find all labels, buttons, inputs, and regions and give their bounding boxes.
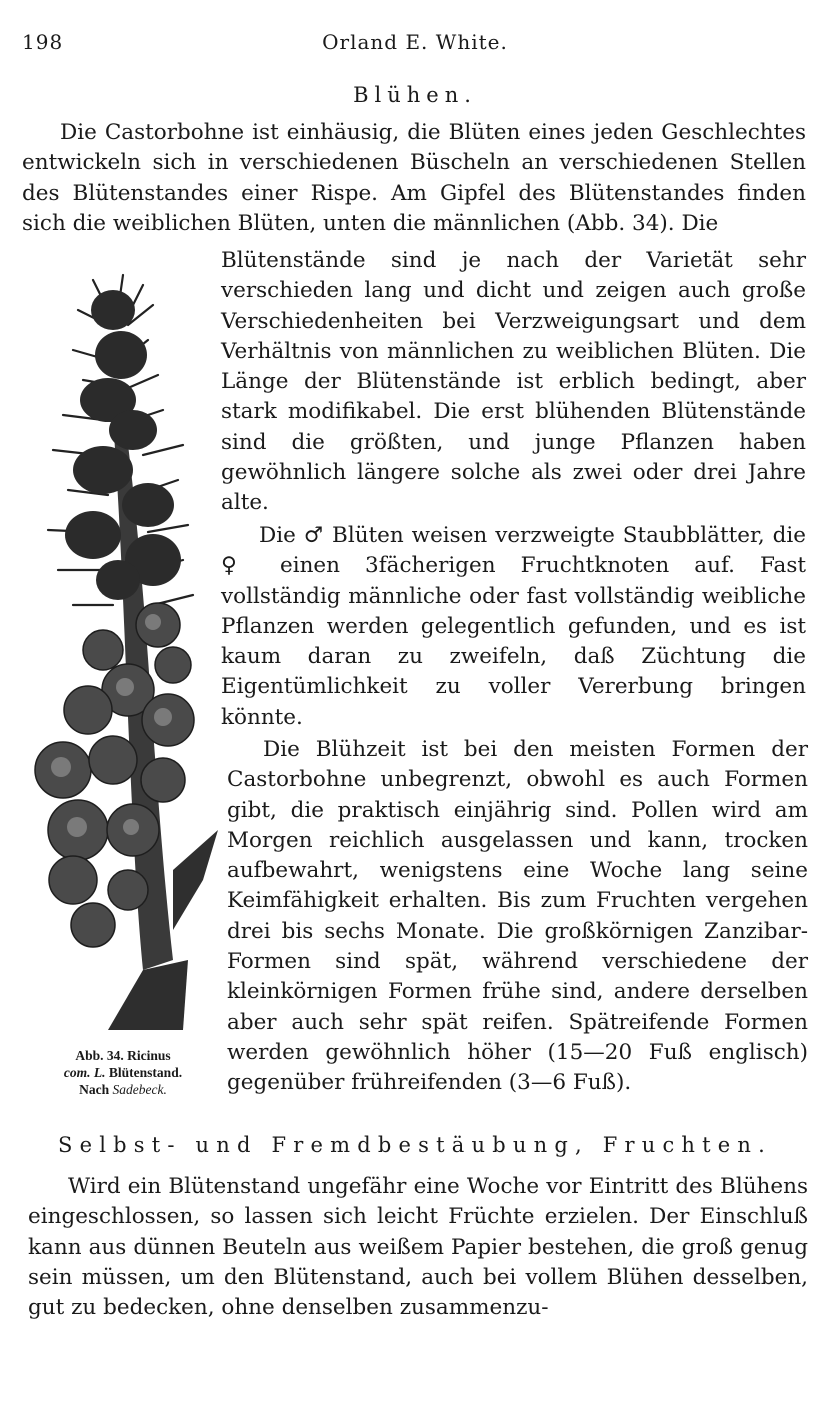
paragraph-flowering-time: Die Blühzeit ist bei den meisten Formen der Castorbohne unbegrenzt, obwohl es auch Formen gibt, die praktisch einjährig sind. Pollen wird am Morgen reichlich ausgelassen und kann, trocken aufbewahrt, wenigstens eine Woche lang seine Keimfähigkeit erhalten. Bis zum Fruchten vergehen drei bis sechs Monate. Die großkörnigen Zanzibar-Formen sind spät, während verschiedene der kleinkörnigen Formen frühe sind, andere derselben aber auch sehr spät reifen. Spätreifende Formen werden gewöhnlich höher (15—20 Fuß englisch) gegenüber frühreifenden (3—6 Fuß).: [227, 737, 808, 1096]
paragraph-intro: Die Castorbohne ist einhäusig, die Blüten eines jeden Geschlechtes entwickeln sich in verschiedenen Büscheln an verschiedenen Stellen des Blütenstandes einer Rispe. Am Gipfel des Blütenstandes finden sich die weiblichen Blüten, unten die männlichen (Abb. 34). Die: [22, 120, 806, 236]
inflorescence-drawing: [33, 270, 223, 1040]
ricinus-inflorescence-illustration: [33, 270, 223, 1040]
caption-label: Abb. 34.: [75, 1048, 124, 1063]
caption-text: Blütenstand.: [108, 1065, 183, 1080]
caption-source-author: Sadebeck.: [112, 1082, 167, 1097]
caption-species: com. L.: [63, 1065, 106, 1080]
section-heading-bluehen: Blühen.: [353, 83, 477, 107]
running-header-author: Orland E. White.: [322, 30, 508, 54]
figure-caption: [28, 1047, 218, 1098]
section-heading-bestaeubung: Selbst- und Fremdbestäubung, Fruchten.: [57, 1133, 773, 1157]
paragraph-inflorescence-variation: Blütenstände sind je nach der Varietät sehr verschieden lang und dicht und zeigen auch große Verschiedenheiten bei Verzweigungsart und dem Verhältnis von männlichen zu weiblichen Blüten. Die Länge der Blütenstände ist erblich bedingt, aber stark modifikabel. Die erst blühenden Blütenstände sind die größten, und junge Pflanzen haben gewöhnlich längere solche als zwei oder drei Jahre alte.: [221, 248, 806, 516]
page-number: 198: [22, 30, 64, 54]
paragraph-pollination: Wird ein Blütenstand ungefähr eine Woche vor Eintritt des Blühens eingeschlossen, so lassen sich leicht Früchte erzielen. Der Einschluß kann aus dünnen Beuteln aus weißem Papier bestehen, die groß genug sein müssen, um den Blütenstand, auch bei vollem Blühen desselben, gut zu bedecken, ohne denselben zusammenzu-: [28, 1174, 808, 1321]
running-header: [22, 30, 808, 56]
caption-genus: Ricinus: [127, 1048, 171, 1063]
caption-source-prefix: Nach: [79, 1082, 110, 1097]
paragraph-male-female-flowers: Die ♂ Blüten weisen verzweigte Staubblätter, die ♀ einen 3fächerigen Fruchtknoten auf. Fast vollständig männliche oder fast vollständig weibliche Pflanzen werden gelegentlich gefunden, und es ist kaum daran zu zweifeln, daß Züchtung die Eigentümlichkeit zu voller Vererbung bringen könnte.: [221, 523, 806, 730]
